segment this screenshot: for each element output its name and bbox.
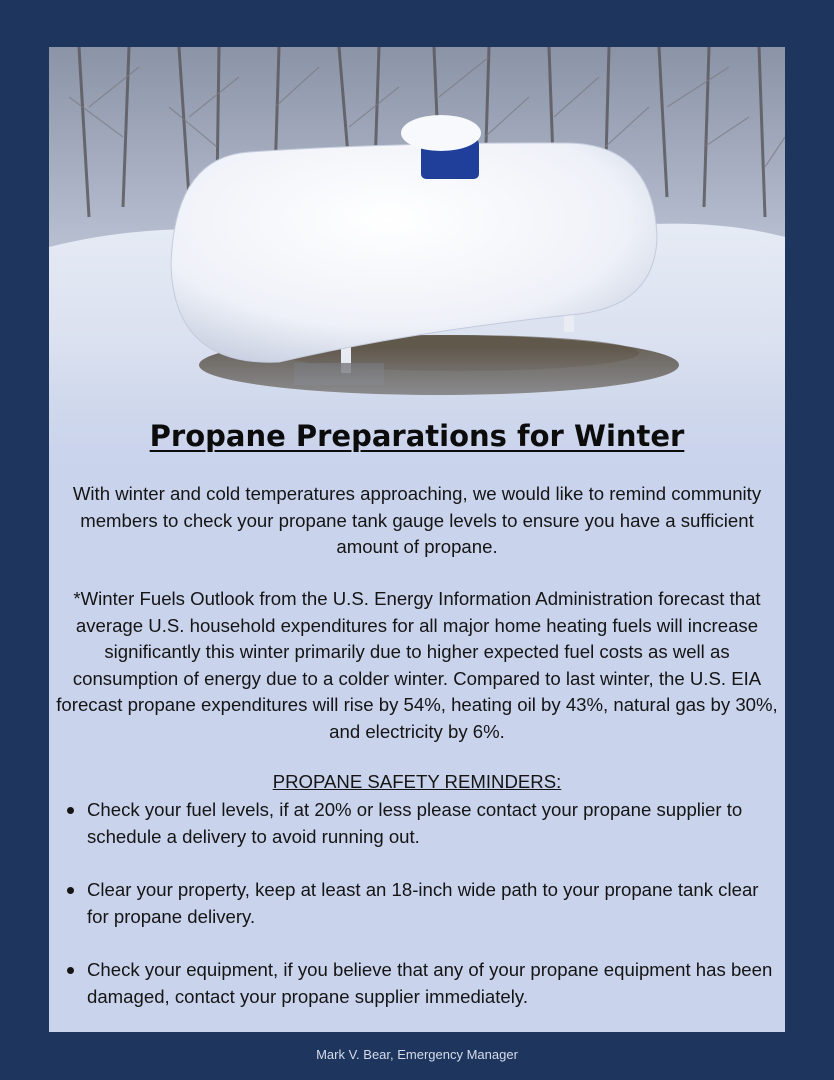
snow-covered-propane-tank-icon [49,47,785,463]
bullet-icon [67,807,74,814]
reminder-text: Check your fuel levels, if at 20% or less please contact your propane supplier to schedule a delivery to avoid running out. [87,799,743,847]
footer-signature: Mark V. Bear, Emergency Manager [316,1047,518,1062]
intro-paragraph: With winter and cold temperatures approaching, we would like to remind community members to check your propane tank gauge levels to ensure you have a sufficient amount of propane. [72,483,762,557]
page-title: Propane Preparations for Winter [149,419,685,453]
list-item [87,797,777,850]
safety-reminders-heading: PROPANE SAFETY REMINDERS: [272,771,562,792]
fuels-outlook-paragraph: *Winter Fuels Outlook from the U.S. Energy Information Administration forecast that average U.S. household expenditures for all major home heating fuels will increase significantly this winter primarily due to higher expected fuel costs as well as consumption of energy due to a colder winter. Compared to last winter, the U.S. EIA forecast propane expenditures will rise by 54%, heating oil by 43%, natural gas by 30%, and electricity by 6%. [56,588,778,742]
snow-tank-photo [49,47,785,463]
flyer-panel [49,47,785,1032]
bullet-icon [67,887,74,894]
list-item [87,957,777,1010]
reminder-text: Check your equipment, if you believe that any of your propane equipment has been damaged, contact your propane supplier immediately. [87,959,773,1007]
reminder-text: Clear your property, keep at least an 18-inch wide path to your propane tank clear for propane delivery. [87,879,759,927]
bullet-icon [67,967,74,974]
list-item [87,877,777,930]
